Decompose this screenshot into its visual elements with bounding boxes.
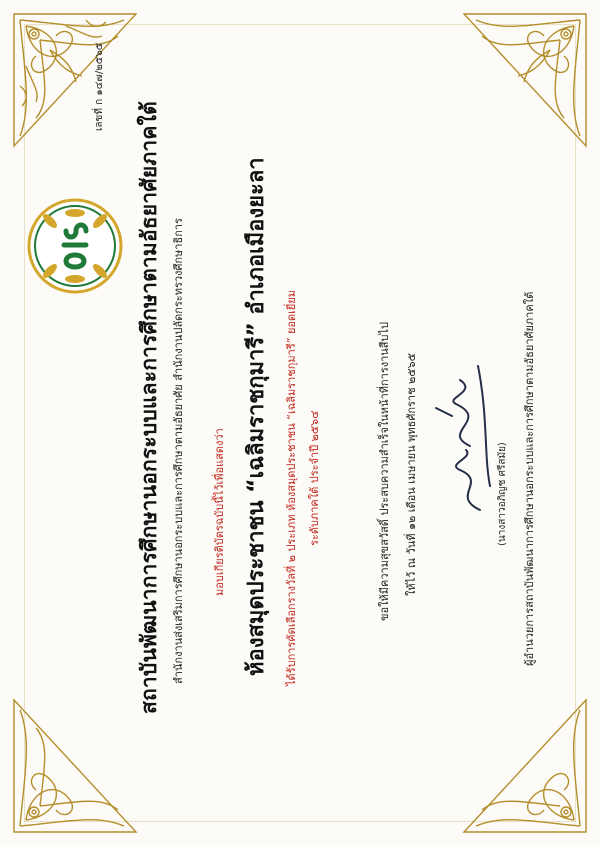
recipient-name: ห้องสมุดประชาชน “เฉลิมราชกุมารี” อำเภอเมืองยะลา <box>244 157 269 676</box>
certificate-number: เลขที่ ก ๑๔๗/๒๕๖๕ <box>94 42 105 131</box>
department-line: สำนักงานส่งเสริมการศึกษานอกระบบและการศึกษาตามอัธยาศัย สำนักงานปลัดกระทรวงศึกษาธิการ <box>172 218 185 684</box>
award-line-2: ระดับภาคใต้ ประจำปี ๒๕๖๔ <box>308 410 321 546</box>
institute-title: สถาบันพัฒนาการศึกษานอกระบบและการศึกษาตามอัธยาศัยภาคใต้ <box>137 101 161 714</box>
signer-name: (นางสาวอภิญช ศรีสมัย) <box>497 442 508 546</box>
given-date-line: ให้ไว้ ณ วันที่ ๑๒ เดือน เมษายน พุทธศักราช ๒๕๖๕ <box>405 353 418 596</box>
emblem-icon <box>20 191 130 301</box>
presented-line: มอบเกียรติบัตรฉบับนี้ไว้เพื่อแสดงว่า <box>213 428 226 596</box>
signer-position: ผู้อำนวยการสถาบันพัฒนาการศึกษานอกระบบและการศึกษาตามอัธยาศัยภาคใต้ <box>523 291 536 666</box>
award-line-1: ได้รับการคัดเลือกรางวัลที่ ๒ ประเภท ห้องสมุดประชาชน “เฉลิมราชกุมารี” ยอดเยี่ยม <box>285 289 298 686</box>
wish-line: ขอให้มีความสุขสวัสดิ์ ประสบความสำเร็จในหน้าที่การงานสืบไป <box>378 321 391 621</box>
signature-icon <box>430 356 500 516</box>
